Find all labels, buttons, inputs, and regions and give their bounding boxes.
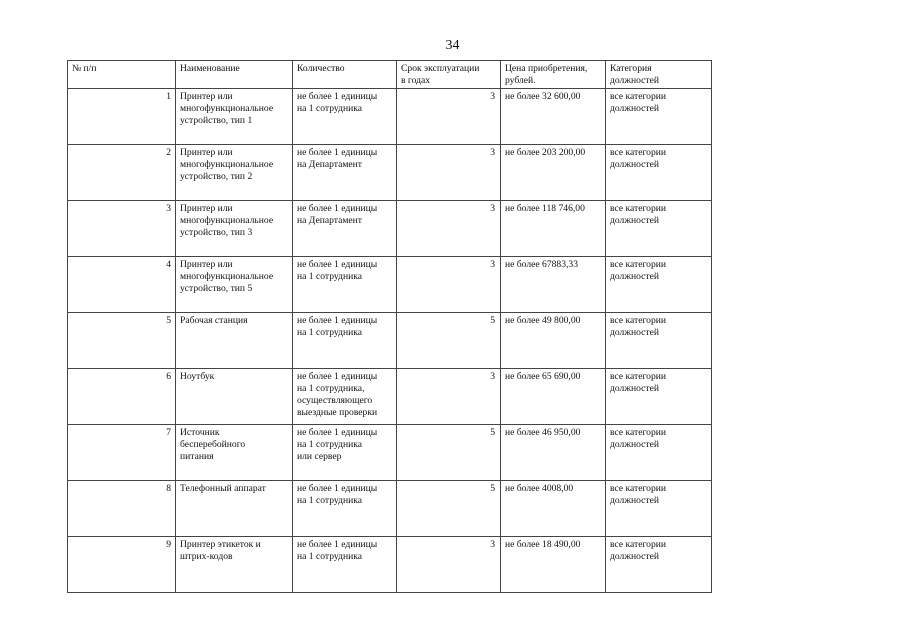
row-quantity: не более 1 единицы на Департамент: [293, 201, 397, 257]
table-header-row: [68, 61, 712, 89]
header-quantity: Количество: [293, 61, 397, 89]
table-row: [68, 313, 712, 369]
row-service-life: 5: [397, 481, 501, 537]
row-name: Принтер этикеток и штрих-кодов: [176, 537, 293, 593]
row-quantity: не более 1 единицы на 1 сотрудника или сервер: [293, 425, 397, 481]
row-number: 9: [68, 537, 176, 593]
row-quantity: не более 1 единицы на Департамент: [293, 145, 397, 201]
row-number: 5: [68, 313, 176, 369]
row-price: не более 4008,00: [501, 481, 606, 537]
row-number: 6: [68, 369, 176, 425]
row-number: 2: [68, 145, 176, 201]
row-quantity: не более 1 единицы на 1 сотрудника: [293, 481, 397, 537]
row-price: не более 65 690,00: [501, 369, 606, 425]
row-price: не более 67883,33: [501, 257, 606, 313]
table-row: [68, 257, 712, 313]
row-service-life: 3: [397, 89, 501, 145]
row-service-life: 3: [397, 537, 501, 593]
row-price: не более 46 950,00: [501, 425, 606, 481]
row-name: Источник бесперебойного питания: [176, 425, 293, 481]
row-category: все категории должностей: [606, 313, 712, 369]
row-category: все категории должностей: [606, 369, 712, 425]
row-category: все категории должностей: [606, 201, 712, 257]
row-category: все категории должностей: [606, 425, 712, 481]
page-number: 34: [445, 38, 460, 53]
row-number: 8: [68, 481, 176, 537]
header-service-life: Срок эксплуатации в годах: [397, 61, 501, 89]
table-row: [68, 481, 712, 537]
row-service-life: 3: [397, 145, 501, 201]
header-category: Категория должностей: [606, 61, 712, 89]
equipment-norms-table: [67, 60, 712, 593]
row-number: 7: [68, 425, 176, 481]
row-category: все категории должностей: [606, 537, 712, 593]
row-category: все категории должностей: [606, 145, 712, 201]
row-name: Принтер или многофункциональное устройство, тип 3: [176, 201, 293, 257]
row-quantity: не более 1 единицы на 1 сотрудника: [293, 89, 397, 145]
row-price: не более 49 800,00: [501, 313, 606, 369]
row-name: Ноутбук: [176, 369, 293, 425]
row-name: Принтер или многофункциональное устройство, тип 2: [176, 145, 293, 201]
row-category: все категории должностей: [606, 257, 712, 313]
row-service-life: 3: [397, 369, 501, 425]
table-row: [68, 201, 712, 257]
row-price: не более 203 200,00: [501, 145, 606, 201]
header-name: Наименование: [176, 61, 293, 89]
row-name: Рабочая станция: [176, 313, 293, 369]
row-price: не более 32 600,00: [501, 89, 606, 145]
row-price: не более 18 490,00: [501, 537, 606, 593]
row-number: 4: [68, 257, 176, 313]
row-quantity: не более 1 единицы на 1 сотрудника: [293, 257, 397, 313]
row-name: Принтер или многофункциональное устройство, тип 1: [176, 89, 293, 145]
table-row: [68, 369, 712, 425]
row-quantity: не более 1 единицы на 1 сотрудника, осуществляющего выездные проверки: [293, 369, 397, 425]
row-category: все категории должностей: [606, 481, 712, 537]
row-number: 3: [68, 201, 176, 257]
row-service-life: 5: [397, 313, 501, 369]
row-quantity: не более 1 единицы на 1 сотрудника: [293, 537, 397, 593]
table-row: [68, 425, 712, 481]
row-number: 1: [68, 89, 176, 145]
row-category: все категории должностей: [606, 89, 712, 145]
header-price: Цена приобретения, рублей.: [501, 61, 606, 89]
header-number: № п/п: [68, 61, 176, 89]
row-service-life: 3: [397, 257, 501, 313]
row-quantity: не более 1 единицы на 1 сотрудника: [293, 313, 397, 369]
table-row: [68, 89, 712, 145]
table-row: [68, 537, 712, 593]
row-price: не более 118 746,00: [501, 201, 606, 257]
row-service-life: 5: [397, 425, 501, 481]
row-name: Телефонный аппарат: [176, 481, 293, 537]
row-name: Принтер или многофункциональное устройство, тип 5: [176, 257, 293, 313]
table-row: [68, 145, 712, 201]
row-service-life: 3: [397, 201, 501, 257]
